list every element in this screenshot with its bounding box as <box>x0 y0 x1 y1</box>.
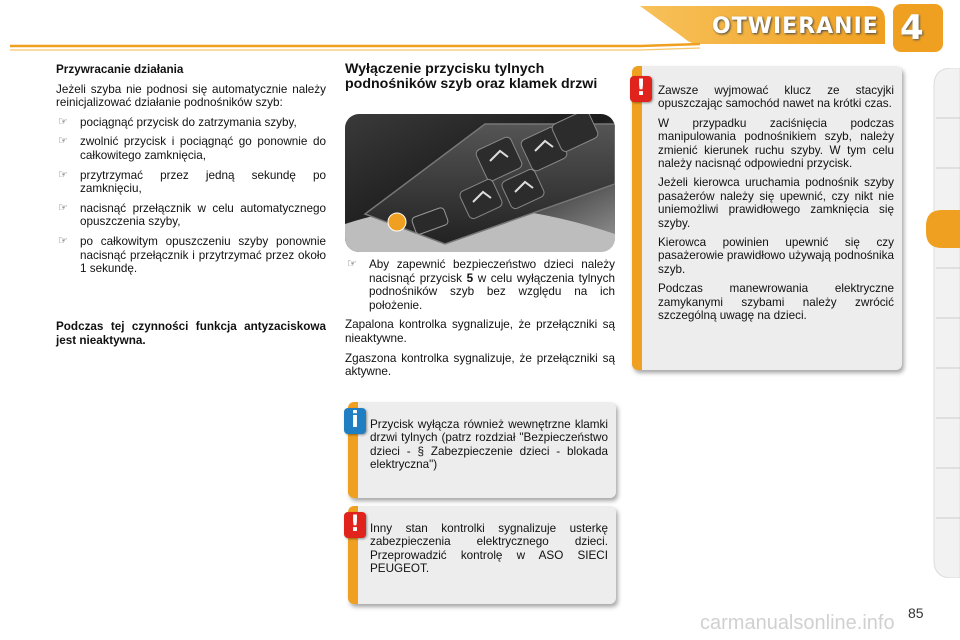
indicator-off-paragraph: Zgaszona kontrolka sygnalizuje, że przełączniki są aktywne. <box>345 351 615 379</box>
list-item: ☞ po całkowitym opuszczeniu szyby ponownie nacisnąć przełącznik i przytrzymać przez około 1 sekundę. <box>56 235 326 276</box>
warning-paragraph: Jeżeli kierowca uruchamia podnośnik szyby pasażerów należy się upewnić, czy nikt nie uniemożliwi prawidłowego zamknięcia się szyby. <box>658 176 894 230</box>
list-item: ☞ nacisnąć przełącznik w celu automatycznego opuszczenia szyby, <box>56 202 326 229</box>
info-text: Przycisk wyłącza również wewnętrzne klamki drzwi tylnych (patrz rozdział "Bezpieczeństwo dzieci - § Zabezpieczenie dzieci - blokada elektryczna") <box>370 418 608 472</box>
warning-text: Inny stan kontrolki sygnalizuje usterkę zabezpieczenia elektrycznego dzieci. Przeprowadzić kontrolę w ASO SIECI PEUGEOT. <box>370 522 608 576</box>
info-icon: i <box>344 408 366 434</box>
warning-icon: ! <box>344 512 366 538</box>
box-accent <box>632 66 642 370</box>
chapter-number: 4 <box>900 8 924 48</box>
watermark: carmanualsonline.info <box>700 612 895 634</box>
middle-text <box>345 258 615 385</box>
list-item: ☞ pociągnąć przycisk do zatrzymania szyby, <box>56 116 326 130</box>
chapter-title: OTWIERANIE <box>712 14 879 39</box>
indicator-on-paragraph: Zapalona kontrolka sygnalizuje, że przełączniki są nieaktywne. <box>345 318 615 345</box>
warning-paragraph: Zawsze wyjmować klucz ze stacyjki opuszczając samochód nawet na krótki czas. <box>658 84 894 111</box>
antipinch-note: Podczas tej czynności funkcja antyzaciskowa jest nieaktywna. <box>56 320 326 347</box>
warning-icon: ! <box>630 76 652 102</box>
window-switch-photo <box>345 114 615 252</box>
warning-paragraph: Kierowca powinien upewnić się czy pasażerowie prawidłowo używają podnośnika szyb. <box>658 236 894 276</box>
warning-paragraphs <box>658 84 894 329</box>
list-item: ☞ zwolnić przycisk i pociągnąć go ponownie do całkowitego zamknięcia, <box>56 135 326 162</box>
steps-list <box>56 116 326 276</box>
warning-box-right <box>632 66 902 370</box>
left-column <box>56 63 326 282</box>
list-item: ☞ przytrzymać przez jedną sekundę po zamknięciu, <box>56 169 326 196</box>
list-item <box>345 258 615 312</box>
bullet-text-prefix: Aby zapewnić bezpieczeństwo dzieci należy nacisnąć przycisk <box>369 258 615 285</box>
warning-box-bottom <box>348 506 616 604</box>
page-number: 85 <box>908 605 924 621</box>
warning-paragraph: Podczas manewrowania elektryczne zamykanymi szybami należy zwrócić szczególną uwagę na dzieci. <box>658 282 894 323</box>
section-heading: Przywracanie działania <box>56 63 184 76</box>
chapter-side-tabs[interactable] <box>926 68 960 578</box>
section-heading-child-lock: Wyłączenie przycisku tylnych podnośników szyb oraz klamek drzwi <box>345 61 598 92</box>
bullet-text-suffix: w celu wyłączenia tylnych podnośników szyb bez względu na ich położenie. <box>369 271 615 312</box>
button-reference: 5 <box>466 271 474 285</box>
warning-paragraph: W przypadku zaciśnięcia podczas manipulowania podnośnikiem szyb, należy zmienić kierunek ruchu szyby. W tym celu należy nacisnąć odpowiedni przycisk. <box>658 116 894 171</box>
info-box <box>348 402 616 498</box>
intro-paragraph: Jeżeli szyba nie podnosi się automatycznie należy reinicjalizować działanie podnośników szyb: <box>56 82 326 110</box>
child-lock-list <box>345 258 615 312</box>
